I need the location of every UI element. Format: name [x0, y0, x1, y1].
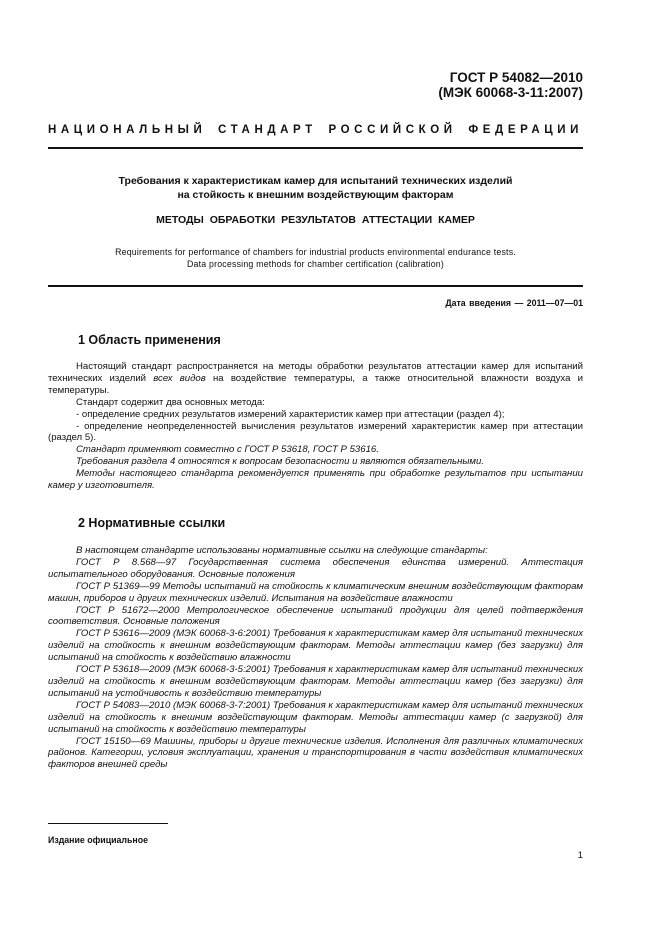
section-1-list-item: - определение неопределенностей вычисления результатов измерений характеристик камер при аттестации (раздел 5). [48, 420, 583, 444]
document-title [48, 174, 583, 202]
normative-reference: ГОСТ Р 53618—2009 (МЭК 60068-3-5:2001) Требования к характеристикам камер для испытаний технических изделий на стойкость к внешним воздействующим факторам. Методы аттестации камер (без загрузки) для испытаний на устойчивость к воздействию температуры [48, 664, 583, 699]
iec-number: (МЭК 60068-3-11:2007) [438, 85, 583, 100]
section-1-list-item: - определение средних результатов измерений характеристик камер при аттестации (раздел 4); [76, 408, 505, 420]
title-line-1: Требования к характеристикам камер для испытаний технических изделий [118, 175, 513, 187]
gost-number: ГОСТ Р 54082—2010 [449, 70, 583, 85]
section-2-body [48, 545, 583, 771]
section-1-body [48, 361, 583, 492]
english-title [48, 246, 583, 270]
section-1-paragraph: Методы настоящего стандарта рекомендуется применять при обработке результатов при испытании камер у изготовителя. [48, 468, 583, 492]
section-1-paragraph: Стандарт содержит два основных метода: [76, 396, 265, 408]
normative-reference: ГОСТ Р 51369—99 Методы испытаний на стойкость к климатическим внешним воздействующим факторам машин, приборов и других технических изделий. Испытания на воздействие влажности [48, 580, 583, 604]
section-1-paragraph: Требования раздела 4 относятся к вопросам безопасности и являются обязательными. [76, 456, 484, 468]
english-title-line-1: Requirements for performance of chambers for industrial products environmental endurance tests. [115, 247, 516, 257]
gost-designation [438, 70, 583, 100]
normative-reference: ГОСТ Р 54083—2010 (МЭК 60068-3-7:2001) Требования к характеристикам камер для испытаний технических изделий на стойкость к внешним воздействующим факторам. Методы аттестации камер (с загрузкой) для испытаний на стойкость к воздействию температуры [48, 699, 583, 735]
section-2-intro: В настоящем стандарте использованы нормативные ссылки на следующие стандарты: [76, 545, 488, 556]
national-standard-banner: НАЦИОНАЛЬНЫЙ СТАНДАРТ РОССИЙСКОЙ ФЕДЕРАЦИИ [48, 124, 583, 136]
title-line-2: на стойкость к внешним воздействующим факторам [177, 189, 454, 201]
normative-reference: ГОСТ Р 8.568—97 Государственная система обеспечения единства измерений. Аттестация испытательного оборудования. Основные положения [48, 556, 583, 580]
footer-divider [48, 823, 168, 824]
section-1-heading: 1 Область применения [78, 333, 221, 347]
document-subtitle: МЕТОДЫ ОБРАБОТКИ РЕЗУЛЬТАТОВ АТТЕСТАЦИИ КАМЕР [156, 214, 475, 226]
normative-reference: ГОСТ 15150—69 Машины, приборы и другие технические изделия. Исполнения для различных климатических районов. Категории, условия эксплуатации, хранения и транспортирования в части воздействия климатических факторов внешней среды [48, 735, 583, 771]
normative-reference: ГОСТ Р 51672—2000 Метрологическое обеспечение испытаний продукции для целей подтверждения соответствия. Основные положения [48, 604, 583, 628]
title-divider [48, 285, 583, 287]
section-1-paragraph: Стандарт применяют совместно с ГОСТ Р 53618, ГОСТ Р 53616. [76, 444, 379, 456]
section-1-paragraph: Настоящий стандарт распространяется на методы обработки результатов аттестации камер для испытаний технических изделий всех видов на воздействие температуры, а также относительной влажности воздуха и температуры. [48, 361, 583, 396]
page-number: 1 [577, 850, 583, 861]
english-title-line-2: Data processing methods for chamber certification (calibration) [186, 259, 445, 269]
section-2-heading: 2 Нормативные ссылки [78, 516, 226, 530]
official-edition-label: Издание официальное [48, 835, 148, 845]
normative-reference: ГОСТ Р 53616—2009 (МЭК 60068-3-6:2001) Требования к характеристикам камер для испытаний технических изделий на стойкость к внешним воздействующим факторам. Методы аттестации камер (без загрузки) для испытаний на стойкость к воздействию влажности [48, 628, 583, 664]
introduction-date: Дата введения — 2011—07—01 [445, 298, 583, 308]
header-divider [48, 147, 583, 149]
